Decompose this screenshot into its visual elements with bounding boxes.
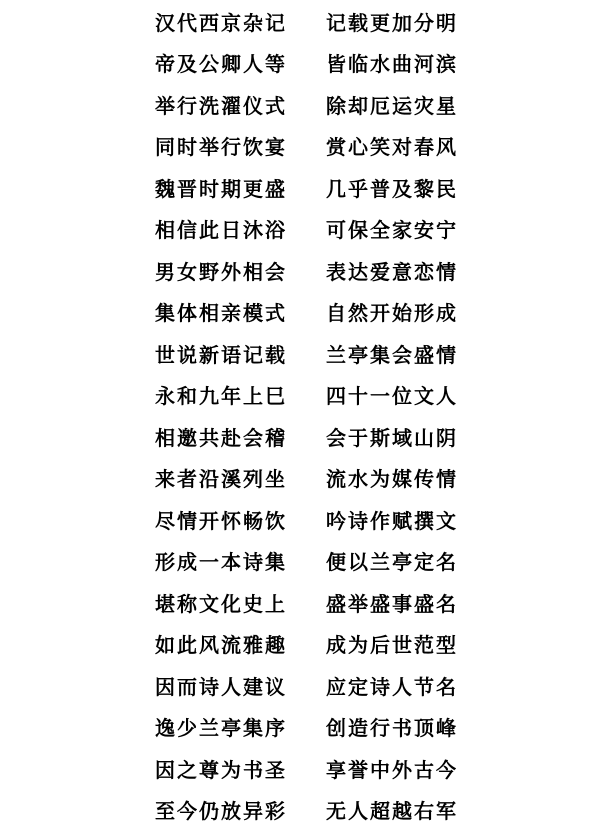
poem-line-right: 吟诗作赋撰文 (326, 509, 458, 533)
poem-couplet (0, 169, 600, 210)
poem-line-left: 来者沿溪列坐 (155, 467, 287, 491)
poem-line-right: 自然开始形成 (326, 301, 458, 325)
poem-couplet (0, 376, 600, 417)
poem-line-left: 魏晋时期更盛 (155, 177, 287, 201)
poem-line-right: 可保全家安宁 (326, 218, 458, 242)
poem-line-left: 永和九年上巳 (155, 384, 287, 408)
poem-line-right: 享誉中外古今 (326, 758, 458, 782)
poem-line-right: 几乎普及黎民 (326, 177, 458, 201)
poem-line-left: 因之尊为书圣 (155, 758, 287, 782)
poem-line-right: 盛举盛事盛名 (326, 592, 458, 616)
poem-couplet (0, 750, 600, 791)
poem-couplet (0, 667, 600, 708)
poem-line-left: 尽情开怀畅饮 (155, 509, 287, 533)
poem-couplet (0, 127, 600, 168)
poem-line-right: 兰亭集会盛情 (326, 343, 458, 367)
poem-couplet (0, 459, 600, 500)
poem-line-left: 如此风流雅趣 (155, 633, 287, 657)
poem-couplet (0, 210, 600, 251)
poem-couplet (0, 3, 600, 44)
poem-couplet (0, 791, 600, 832)
poem-line-right: 赏心笑对春风 (326, 135, 458, 159)
poem-line-right: 成为后世范型 (326, 633, 458, 657)
poem-line-left: 因而诗人建议 (155, 675, 287, 699)
poem-couplet (0, 708, 600, 749)
poem-couplet (0, 86, 600, 127)
poem-couplet (0, 335, 600, 376)
poem-line-right: 便以兰亭定名 (326, 550, 458, 574)
poem-couplet (0, 44, 600, 85)
poem-line-right: 无人超越右军 (326, 799, 458, 823)
poem-line-left: 相邀共赴会稽 (155, 426, 287, 450)
poem-line-left: 集体相亲模式 (155, 301, 287, 325)
poem-line-left: 堪称文化史上 (155, 592, 287, 616)
poem-line-right: 皆临水曲河滨 (326, 52, 458, 76)
poem-line-left: 同时举行饮宴 (155, 135, 287, 159)
poem-couplet (0, 293, 600, 334)
poem-line-right: 应定诗人节名 (326, 675, 458, 699)
poem-line-left: 汉代西京杂记 (155, 11, 287, 35)
poem-line-right: 记载更加分明 (326, 11, 458, 35)
poem-couplet (0, 418, 600, 459)
poem-line-left: 世说新语记载 (155, 343, 287, 367)
poem-line-left: 相信此日沐浴 (155, 218, 287, 242)
poem-line-right: 除却厄运灾星 (326, 94, 458, 118)
poem-line-left: 至今仍放异彩 (155, 799, 287, 823)
poem-line-left: 男女野外相会 (155, 260, 287, 284)
poem-line-right: 会于斯域山阴 (326, 426, 458, 450)
poem-couplet (0, 542, 600, 583)
poem-couplet (0, 252, 600, 293)
poem-line-right: 四十一位文人 (326, 384, 458, 408)
poem-line-left: 举行洗濯仪式 (155, 94, 287, 118)
poem-line-left: 逸少兰亭集序 (155, 716, 287, 740)
poem-line-right: 流水为媒传情 (326, 467, 458, 491)
poem-couplet (0, 584, 600, 625)
poem-line-left: 形成一本诗集 (155, 550, 287, 574)
poem-line-right: 表达爱意恋情 (326, 260, 458, 284)
poem-couplet (0, 501, 600, 542)
poem-line-left: 帝及公卿人等 (155, 52, 287, 76)
poem-couplet (0, 625, 600, 666)
poem-line-right: 创造行书顶峰 (326, 716, 458, 740)
